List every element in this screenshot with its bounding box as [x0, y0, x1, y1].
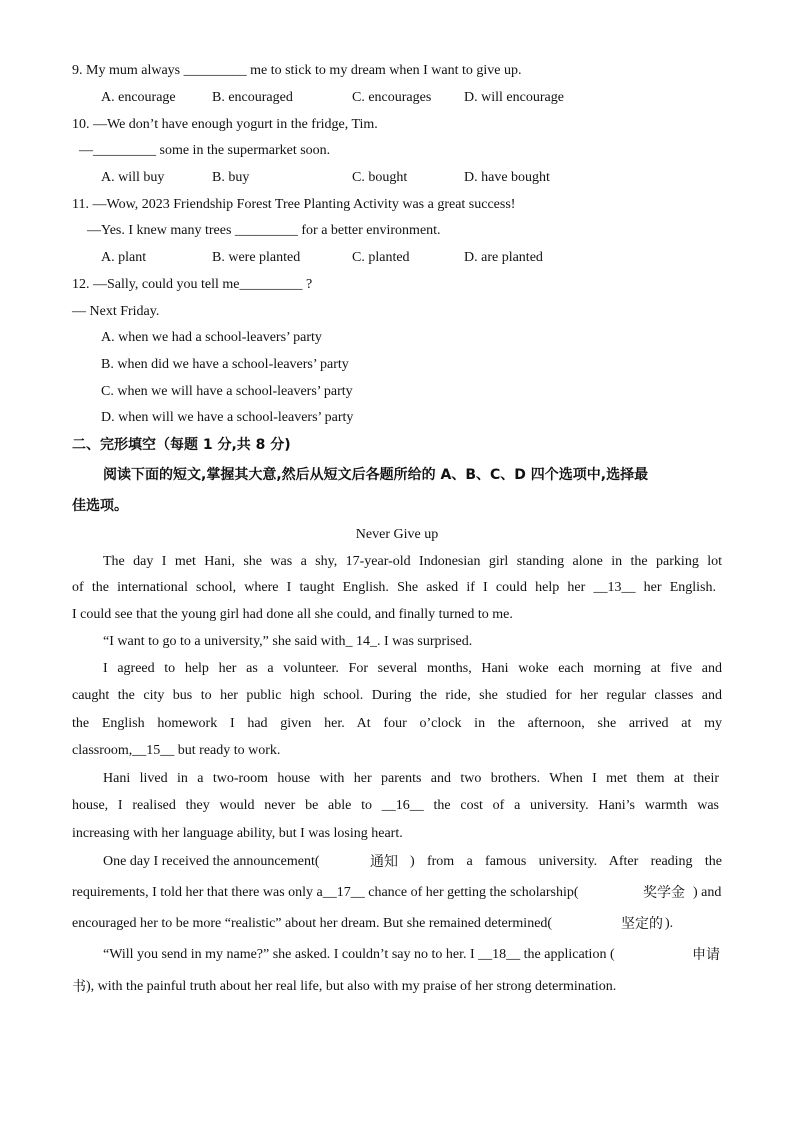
passage-line: increasing with her language ability, but I was losing heart.: [72, 826, 403, 841]
passage-line: Hani lived in a two-room house with her parents and two brothers. When I met them at their: [103, 771, 719, 786]
option-a: A. encourage: [101, 90, 176, 105]
option-b: B. were planted: [212, 250, 301, 265]
option-c: C. when we will have a school-leavers’ party: [101, 384, 353, 399]
passage-line: house, I realised they would never be able to __16__ the cost of a university. Hani’s warmth was: [72, 798, 719, 813]
passage-line: I agreed to help her as a volunteer. For several months, Hani woke each morning at five and: [103, 661, 722, 676]
passage-line: The day I met Hani, she was a shy, 17-year-old Indonesian girl standing alone in the parking lot: [103, 554, 722, 569]
option-b: B. when did we have a school-leavers’ party: [101, 357, 349, 372]
question-stem: 9. My mum always _________ me to stick to my dream when I want to give up.: [72, 63, 522, 78]
section-2-heading: 二、完形填空（每题 1 分,共 8 分): [72, 437, 291, 453]
option-a: A. when we had a school-leavers’ party: [101, 330, 322, 345]
passage-title: Never Give up: [355, 527, 439, 542]
option-a: A. plant: [101, 250, 147, 265]
option-c: C. encourages: [352, 90, 432, 105]
question-reply: — Next Friday.: [72, 304, 160, 319]
passage-line: I could see that the young girl had done all she could, and finally turned to me.: [72, 607, 513, 622]
passage-line: caught the city bus to her public high school. During the ride, she studied for her regular classes and: [72, 688, 722, 703]
option-d: D. are planted: [464, 250, 543, 265]
option-b: B. encouraged: [212, 90, 293, 105]
option-a: A. will buy: [101, 170, 165, 185]
option-d: D. when will we have a school-leavers’ party: [101, 410, 354, 425]
passage-line: the English homework I had given her. At four o’clock in the afternoon, she arrived at my: [72, 716, 722, 731]
question-reply: —_________ some in the supermarket soon.: [79, 143, 331, 158]
option-c: C. bought: [352, 170, 408, 185]
passage-line: of the international school, where I taught English. She asked if I could help her __13__ her English.: [72, 580, 716, 595]
instruction-line-1: 阅读下面的短文,掌握其大意,然后从短文后各题所给的 A、B、C、D 四个选项中,选择最: [103, 467, 649, 483]
question-stem: 11. —Wow, 2023 Friendship Forest Tree Planting Activity was a great success!: [72, 197, 516, 212]
option-d: D. will encourage: [464, 90, 564, 105]
instruction-line-2: 佳选项。: [72, 498, 128, 514]
passage-line: classroom,__15__ but ready to work.: [72, 743, 281, 758]
question-reply: —Yes. I knew many trees _________ for a better environment.: [87, 223, 441, 238]
option-d: D. have bought: [464, 170, 550, 185]
question-stem: 10. —We don’t have enough yogurt in the fridge, Tim.: [72, 117, 378, 132]
option-c: C. planted: [352, 250, 410, 265]
question-stem: 12. —Sally, could you tell me_________ ?: [72, 277, 313, 292]
exam-page: 9. My mum always _________ me to stick to my dream when I want to give up. A. encourage B. encouraged C. encourages D. will encourage 10. —We don’t have enough yogurt in the fridge, Tim. —_________ some in the supermarket soon. A. will buy B. buy C. bought D. have bought 11. —Wow, 2023 Friendship Forest Tree Planting Activity was a great success! —Yes. I knew many trees _________ for a better environment. A. plant B. were planted C. planted D. are planted 12. —Sally, could you tell me_________ ? — Next Friday. A. when we had a school-leavers’ party B. when did we have a school-leavers’ party C. when we will have a school-leavers’ party D. when will we have a school-leavers’ party 二、完形填空（每题 1 分,共 8 分) 阅读下面的短文,掌握其大意,然后从短文后各题所给的 A、B、C、D 四个选项中,选择最 佳选项。 Never Give up The day I met Hani, she was a shy, 17-year-old Indonesian girl standing alone in the parking lot of the international school, where I taught English. She asked if I could help her __13__ her English. I could see that the young girl had done all she could, and finally turned to me. “I want to go to a university,” she said with_ 14_. I was surprised. I agreed to help her as a volunteer. For several months, Hani woke each morning at five and caught the city bus to her public high school. During the ride, she studied for her regular classes and the English homework I had given her. At four o’clock in the afternoon, she arrived at my classroom,__15__ but ready to work. Hani lived in a two-room house with her parents and two brothers. When I met them at their house, I realised they would never be able to __16__ the cost of a university. Hani’s warmth was increasing with her language ability, but I was losing heart. One day I received the announcement( 通知 ) from a famous university. After reading the requirements, I told her that there was only a__17__ chance of her getting the scholarship( 奖学金 ) and encouraged her to be more “realistic” about her dream. But she remained determined( 坚定的 ). “Will you send in my name?” she asked. I couldn’t say no to her. I __18__ the application ( 申请 书 ), with the painful truth about her real life, but also with my praise of her strong determination.: [0, 0, 794, 1123]
passage-line: “I want to go to a university,” she said with_ 14_. I was surprised.: [103, 634, 473, 649]
option-b: B. buy: [212, 170, 250, 185]
